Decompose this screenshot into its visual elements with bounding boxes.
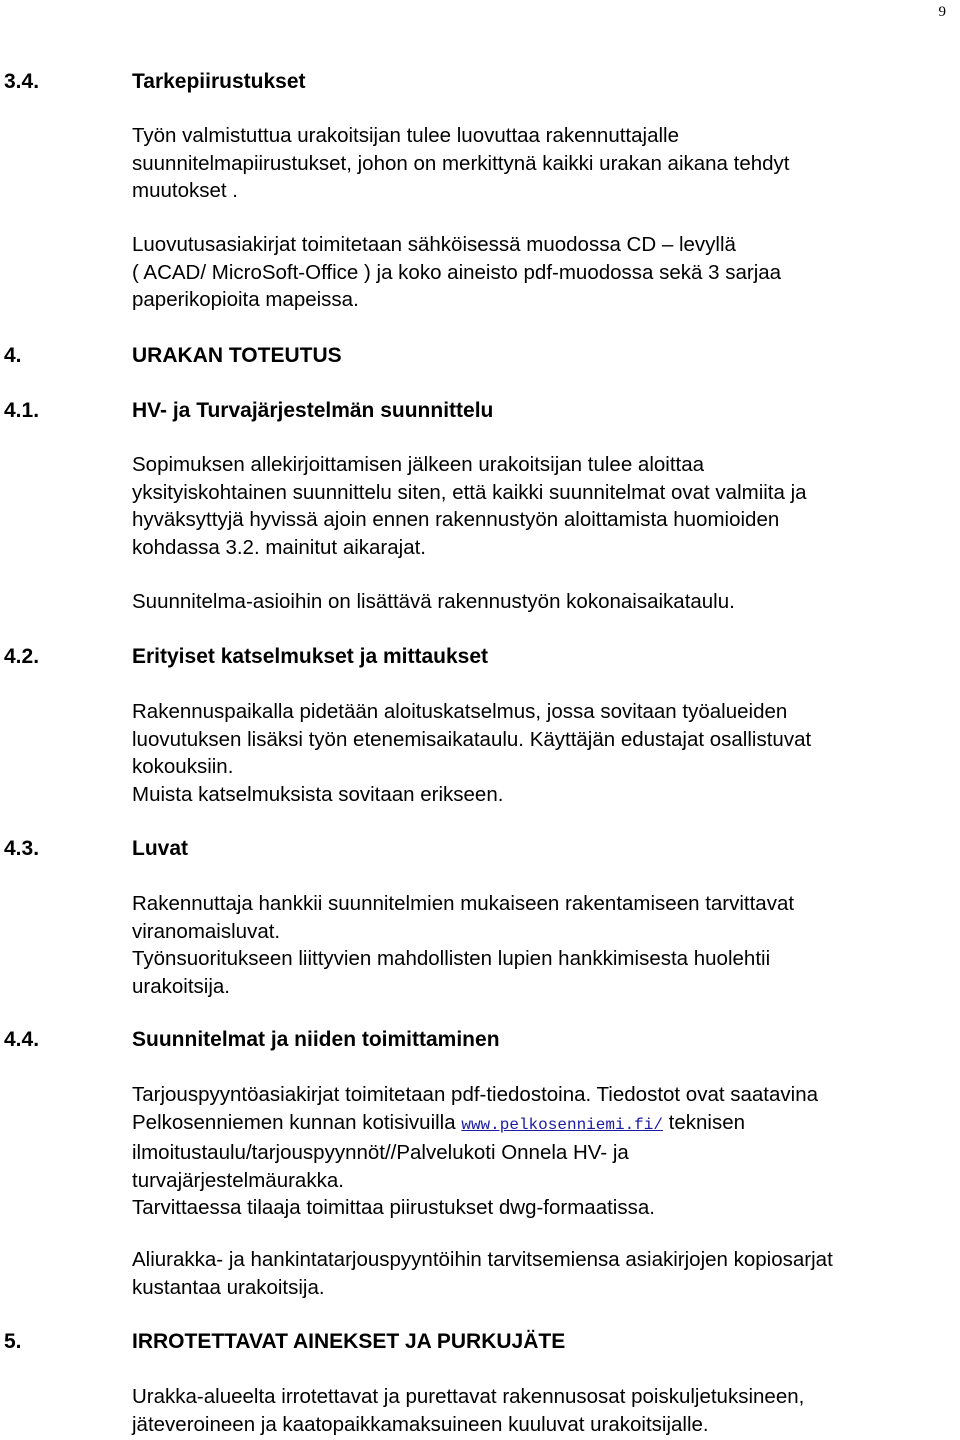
text-line: ( ACAD/ MicroSoft-Office ) ja koko aineisto pdf-muodossa sekä 3 sarjaa: [132, 260, 782, 284]
text-line: Rakennuttaja hankkii suunnitelmien mukaiseen rakentamiseen tarvittavat: [132, 892, 795, 915]
text-line: Työn valmistuttua urakoitsijan tulee luovuttaa rakennuttajalle: [132, 124, 679, 147]
text-line: Rakennuspaikalla pidetään aloituskatselmus, jossa sovitaan työalueiden: [132, 700, 788, 723]
text-line: Aliurakka- ja hankintatarjouspyyntöihin tarvitsemiensa asiakirjojen kopiosarjat: [132, 1248, 833, 1271]
text-line: Tarvittaessa tilaaja toimittaa piirustukset dwg-formaatissa.: [132, 1196, 655, 1219]
section-4-2-paragraph-1: [132, 698, 811, 808]
text-segment: Pelkosenniemen kunnan kotisivuilla: [132, 1110, 462, 1134]
text-line: kokouksiin.: [132, 755, 234, 778]
section-5-number: 5.: [4, 1330, 22, 1353]
section-5-title: IRROTETTAVAT AINEKSET JA PURKUJÄTE: [132, 1330, 566, 1353]
section-3-4-paragraph-2: [132, 231, 781, 314]
section-4-1-number: 4.1.: [4, 399, 40, 422]
text-line: kustantaa urakoitsija.: [132, 1275, 325, 1299]
text-line: Urakka-alueelta irrotettavat ja purettavat rakennusosat poiskuljetuksineen,: [132, 1385, 805, 1408]
website-link[interactable]: www.pelkosenniemi.fi/: [461, 1115, 663, 1134]
section-4-number: 4.: [4, 344, 22, 367]
text-line: yksityiskohtainen suunnittelu siten, että kaikki suunnitelmat ovat valmiita ja: [132, 480, 807, 504]
text-line: Luovutusasiakirjat toimitetaan sähköisessä muodossa CD – levyllä: [132, 233, 736, 256]
text-line: muutokset .: [132, 179, 238, 202]
text-line: jäteveroineen ja kaatopaikkamaksuineen kuuluvat urakoitsijalle.: [132, 1412, 709, 1436]
section-5-paragraph-1: [132, 1383, 804, 1438]
text-line: turvajärjestelmäurakka.: [132, 1168, 344, 1192]
section-4-3-number: 4.3.: [4, 837, 40, 860]
section-4-4-paragraph-1: [132, 1081, 818, 1222]
section-4-1-title: HV- ja Turvajärjestelmän suunnittelu: [132, 399, 494, 422]
text-line: luovutuksen lisäksi työn etenemisaikataulu. Käyttäjän edustajat osallistuvat: [132, 727, 812, 751]
section-4-3-title: Luvat: [132, 837, 189, 860]
section-4-title: URAKAN TOTEUTUS: [132, 344, 342, 367]
section-3-4-title: Tarkepiirustukset: [132, 70, 306, 93]
text-line: paperikopioita mapeissa.: [132, 288, 359, 311]
text-line: suunnitelmapiirustukset, johon on merkittynä kaikki urakan aikana tehdyt: [132, 151, 790, 175]
text-segment: teknisen: [662, 1110, 746, 1134]
section-4-2-title: Erityiset katselmukset ja mittaukset: [132, 645, 488, 668]
section-4-4-paragraph-2: [132, 1246, 833, 1301]
text-line: Sopimuksen allekirjoittamisen jälkeen urakoitsijan tulee aloittaa: [132, 453, 705, 476]
section-4-4-title: Suunnitelmat ja niiden toimittaminen: [132, 1028, 500, 1051]
text-line: Tarjouspyyntöasiakirjat toimitetaan pdf-tiedostoina. Tiedostot ovat saatavina: [132, 1083, 818, 1106]
text-line: Suunnitelma-asioihin on lisättävä rakennustyön kokonaisaikataulu.: [132, 590, 735, 613]
section-4-4-number: 4.4.: [4, 1028, 40, 1051]
section-4-3-paragraph-1: [132, 890, 794, 1000]
text-line: kohdassa 3.2. mainitut aikarajat.: [132, 535, 426, 559]
section-3-4-number: 3.4.: [4, 70, 40, 93]
text-line: ilmoitustaulu/tarjouspyynnöt//Palvelukoti Onnela HV- ja: [132, 1141, 629, 1164]
text-line: Työnsuoritukseen liittyvien mahdollisten lupien hankkimisesta huolehtii: [132, 947, 771, 970]
text-line: Muista katselmuksista sovitaan erikseen.: [132, 782, 504, 806]
section-3-4-paragraph-1: [132, 122, 790, 205]
text-line-with-link: [132, 1109, 818, 1140]
text-line: hyväksyttyjä hyvissä ajoin ennen rakennustyön aloittamista huomioiden: [132, 508, 780, 531]
text-line: urakoitsija.: [132, 974, 230, 998]
text-line: viranomaisluvat.: [132, 919, 281, 943]
page-number: 9: [938, 4, 946, 20]
section-4-1-paragraph-1: [132, 451, 807, 561]
section-4-1-paragraph-2: [132, 588, 735, 616]
section-4-2-number: 4.2.: [4, 645, 40, 668]
